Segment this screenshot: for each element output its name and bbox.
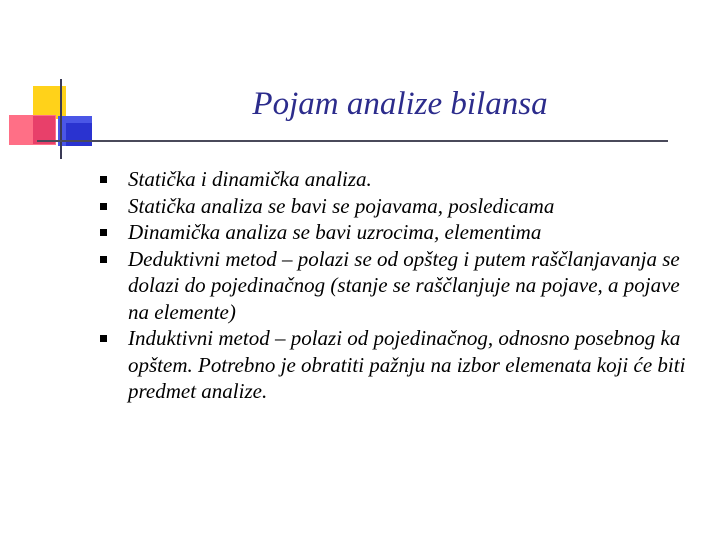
logo-vertical-line [60, 79, 62, 159]
bullet-square-icon [100, 203, 107, 210]
bullet-item [92, 219, 697, 246]
bullet-text: Deduktivni metod – polazi se od opšteg i putem raščlanjavanja se dolazi do pojedinačnog (stanje se raščlanjuje na pojave, a pojave na elemente) [128, 246, 680, 324]
bullet-text: Statička analiza se bavi se pojavama, posledicama [128, 193, 555, 218]
bullet-square-icon [100, 256, 107, 263]
bullet-square-icon [100, 335, 107, 342]
bullet-item [92, 166, 697, 193]
bullet-square-icon [100, 229, 107, 236]
bullet-text: Dinamička analiza se bavi uzrocima, elementima [128, 220, 542, 244]
logo-blue-overlap [66, 123, 92, 146]
bullet-item [92, 193, 697, 220]
title-divider [37, 140, 668, 142]
bullet-square-icon [100, 176, 107, 183]
bullet-text: Statička i dinamička analiza. [128, 167, 372, 191]
bullet-item [92, 325, 697, 405]
bullet-text: Induktivni metod – polazi od pojedinačnog, odnosno posebnog ka opštem. Potrebno je obratiti pažnju na izbor elemenata koji će biti predmet analize. [128, 326, 686, 403]
slide-title: Pojam analize bilansa [252, 86, 548, 122]
bullet-item [92, 246, 697, 326]
bullet-list [92, 166, 697, 405]
